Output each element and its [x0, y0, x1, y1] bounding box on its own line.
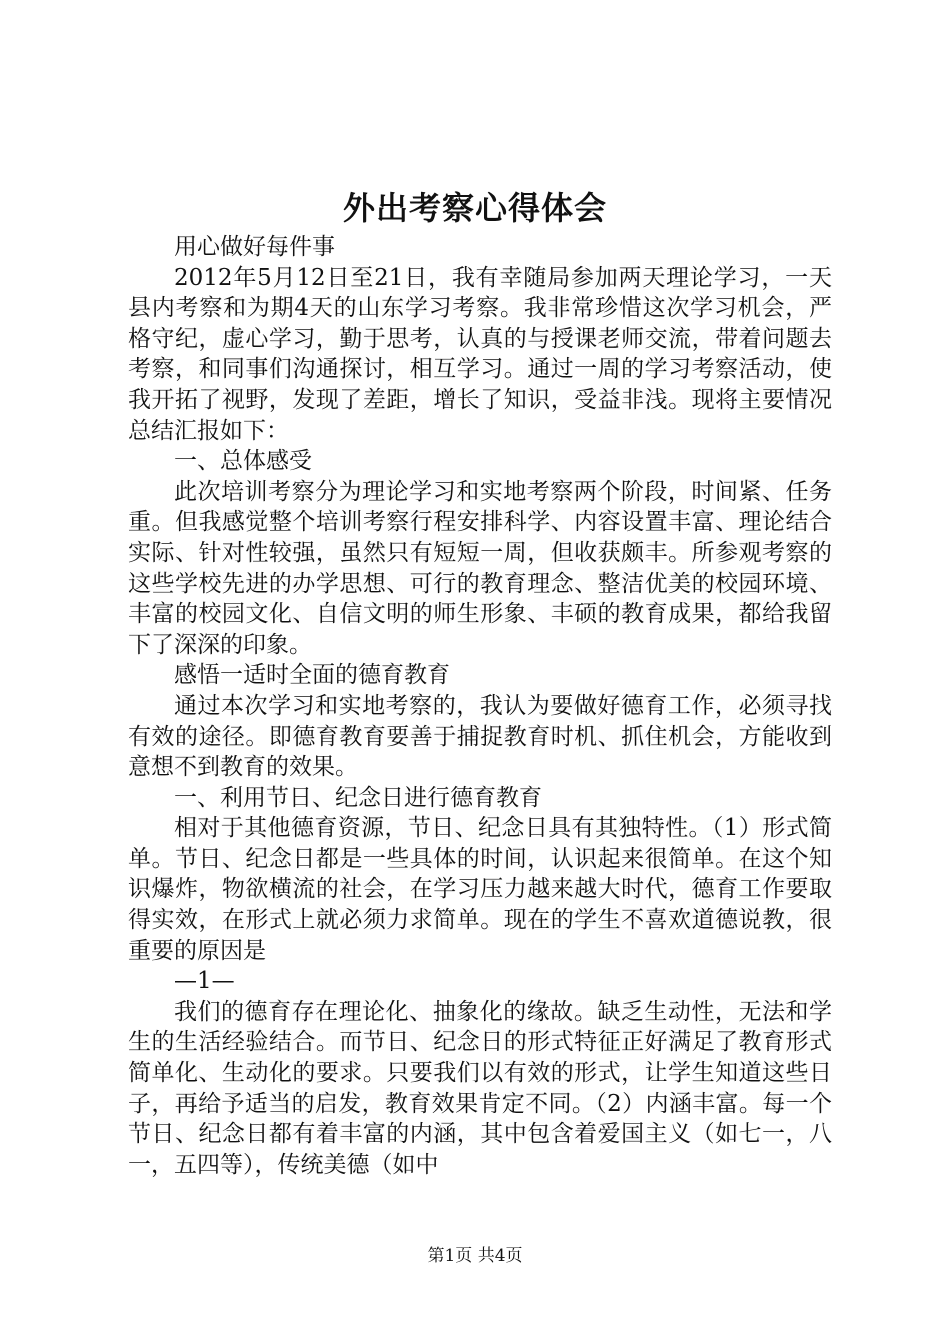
- paragraph-continued: 我们的德育存在理论化、抽象化的缘故。缺乏生动性，无法和学生的生活经验结合。而节日、纪念日的形式特征正好满足了教育形式简单化、生动化的要求。只要我们以有效的形式，让学生知道这些日子，再给予适当的启发，教育效果肯定不同。（2）内涵丰富。每一个节日、纪念日都有着丰富的内涵，其中包含着爱国主义（如七一，八一，五四等），传统美德（如中: [128, 998, 832, 1178]
- paragraph-insight: 通过本次学习和实地考察的，我认为要做好德育工作，必须寻找有效的途径。即德育教育要善于捕捉教育时机、抓住机会，方能收到意想不到教育的效果。: [128, 692, 832, 781]
- paragraph-overall: 此次培训考察分为理论学习和实地考察两个阶段，时间紧、任务重。但我感觉整个培训考察行程安排科学、内容设置丰富、理论结合实际、针对性较强，虽然只有短短一周，但收获颇丰。所参观考察的这些学校先进的办学思想、可行的教育理念、整洁优美的校园环境、丰富的校园文化、自信文明的师生形象、丰硕的教育成果，都给我留下了深深的印象。: [128, 478, 832, 658]
- paragraph-festivals: 相对于其他德育资源，节日、纪念日具有其独特性。（1）形式简单。节日、纪念日都是一些具体的时间，认识起来很简单。在这个知识爆炸，物欲横流的社会，在学习压力越来越大时代，德育工作要取得实效，在形式上就必须力求简单。现在的学生不喜欢道德说教，很重要的原因是: [128, 815, 832, 964]
- document-title: 外出考察心得体会: [342, 189, 607, 227]
- section-heading-insight: 感悟一适时全面的德育教育: [174, 662, 450, 689]
- page-footer: 第1页 共4页: [427, 1246, 523, 1266]
- paragraph-subtitle: 用心做好每件事: [174, 234, 335, 260]
- paragraph-intro: 2012年5月12日至21日，我有幸随局参加两天理论学习，一天县内考察和为期4天的山东学习考察。我非常珍惜这次学习机会，严格守纪，虚心学习，勤于思考，认真的与授课老师交流，带着问题去考察，和同事们沟通探讨，相互学习。通过一周的学习考察活动，使我开拓了视野，发现了差距，增长了知识，受益非浅。现将主要情况总结汇报如下：: [128, 264, 832, 444]
- document-body: [128, 232, 832, 1180]
- section-heading-overall: 一、总体感受: [174, 448, 312, 475]
- section-heading-festivals: 一、利用节日、纪念日进行德育教育: [174, 784, 542, 811]
- inline-page-number: —1—: [174, 968, 235, 995]
